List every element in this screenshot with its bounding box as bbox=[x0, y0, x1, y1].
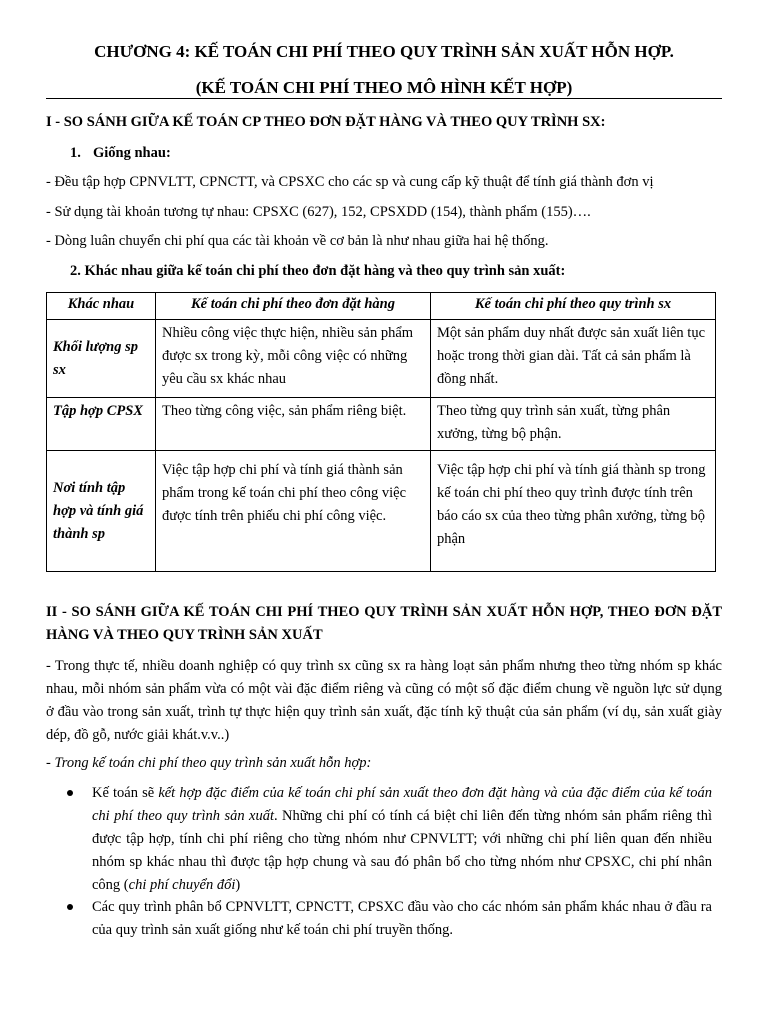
table-header-cell: Khác nhau bbox=[47, 293, 156, 320]
table-row bbox=[47, 398, 716, 451]
similarity-line-3: - Dòng luân chuyển chi phí qua các tài khoản về cơ bản là như nhau giữa hai hệ thống. bbox=[46, 233, 549, 249]
similarity-line-2: - Sử dụng tài khoản tương tự nhau: CPSXC (627), 152, CPSXDD (154), thành phẩm (155)…. bbox=[46, 204, 591, 220]
chapter-title: CHƯƠNG 4: KẾ TOÁN CHI PHÍ THEO QUY TRÌNH SẢN XUẤT HỖN HỢP. bbox=[94, 42, 674, 61]
section-2-heading: II - SO SÁNH GIỮA KẾ TOÁN CHI PHÍ THEO QUY TRÌNH SẢN XUẤT HỖN HỢP, THEO ĐƠN ĐẶT HÀNG VÀ THEO QUY TRÌNH SẢN XUẤT bbox=[46, 604, 722, 643]
table-cell: Theo từng công việc, sản phẩm riêng biệt. bbox=[156, 398, 431, 451]
table-header-cell: Kế toán chi phí theo quy trình sx bbox=[431, 293, 716, 320]
title-underline bbox=[46, 98, 722, 99]
italic-intro-line: - Trong kế toán chi phí theo quy trình sản xuất hỗn hợp: bbox=[46, 755, 372, 771]
section-1-heading: I - SO SÁNH GIỮA KẾ TOÁN CP THEO ĐƠN ĐẶT HÀNG VÀ THEO QUY TRÌNH SX: bbox=[46, 114, 606, 130]
table-cell: Việc tập hợp chi phí và tính giá thành sp trong kế toán chi phí theo quy trình được tính trên báo cáo sx của theo từng phân xưởng, từng bộ phận bbox=[431, 451, 716, 572]
subsection-1-number: 1. bbox=[70, 145, 81, 161]
bullet-dot-icon bbox=[66, 789, 74, 797]
table-header-cell: Kế toán chi phí theo đơn đặt hàng bbox=[156, 293, 431, 320]
bullet-1-text: Kế toán sẽ kết hợp đặc điểm của kế toán chi phí sản xuất theo đơn đặt hàng và của đặc điểm của kế toán chi phí theo quy trình sản xuất. Những chi phí có tính cá biệt chỉ liên đến từng nhóm sản phẩm riêng thì được tập hợp, tính chi phí riêng cho từng nhóm như CPNVLTT; với những chi phí liên quan đến nhiều nhóm sp khác nhau thì được tập hợp chung và sau đó phân bổ cho từng nhóm như CPSXC, chi phí nhân công (chi phí chuyển đổi) bbox=[92, 785, 713, 893]
table-cell: Một sản phẩm duy nhất được sản xuất liên tục hoặc trong thời gian dài. Tất cả sản phẩm là đồng nhất. bbox=[431, 320, 716, 398]
subsection-1-label: Giống nhau: bbox=[93, 145, 171, 161]
table-cell: Theo từng quy trình sản xuất, từng phân xưởng, từng bộ phận. bbox=[431, 398, 716, 451]
section-2-paragraph: - Trong thực tế, nhiều doanh nghiệp có quy trình sx cũng sx ra hàng loạt sản phẩm nhưng theo từng nhóm sp khác nhau, mỗi nhóm sản phẩm vừa có một vài đặc điểm riêng và cũng có một số đặc điểm chung về nguồn lực sử dụng ở đầu vào trong sản xuất, trình tự thực hiện quy trình sản xuất, đặc tính kỹ thuật của sản phẩm (ví dụ, sản xuất giày dép, đồ gỗ, nước giải khát.v.v..) bbox=[46, 658, 722, 743]
comparison-table bbox=[46, 292, 716, 572]
bullet-2-text: Các quy trình phân bổ CPNVLTT, CPNCTT, CPSXC đầu vào cho các nhóm sản phẩm khác nhau ở đầu ra của quy trình sản xuất giống như kế toán chi phí truyền thống. bbox=[92, 899, 712, 938]
table-cell: Nhiều công việc thực hiện, nhiều sản phẩm được sx trong kỳ, mỗi công việc có những yêu cầu sx khác nhau bbox=[156, 320, 431, 398]
table-row bbox=[47, 451, 716, 572]
row-heading: Khối lượng sp sx bbox=[47, 320, 156, 398]
row-heading: Tập hợp CPSX bbox=[47, 398, 156, 451]
bullet-dot-icon bbox=[66, 903, 74, 911]
subsection-2-heading: 2. Khác nhau giữa kế toán chi phí theo đơn đặt hàng và theo quy trình sản xuất: bbox=[70, 263, 566, 279]
similarity-line-1: - Đều tập hợp CPNVLTT, CPNCTT, và CPSXC cho các sp và cung cấp kỹ thuật để tính giá thành đơn vị bbox=[46, 174, 654, 190]
table-cell: Việc tập hợp chi phí và tính giá thành sản phẩm trong kế toán chi phí theo công việc được tính trên phiếu chi phí công việc. bbox=[156, 451, 431, 572]
chapter-subtitle: (KẾ TOÁN CHI PHÍ THEO MÔ HÌNH KẾT HỢP) bbox=[195, 78, 573, 97]
table-row bbox=[47, 320, 716, 398]
table-header-row bbox=[47, 293, 716, 320]
row-heading: Nơi tính tập hợp và tính giá thành sp bbox=[47, 451, 156, 572]
